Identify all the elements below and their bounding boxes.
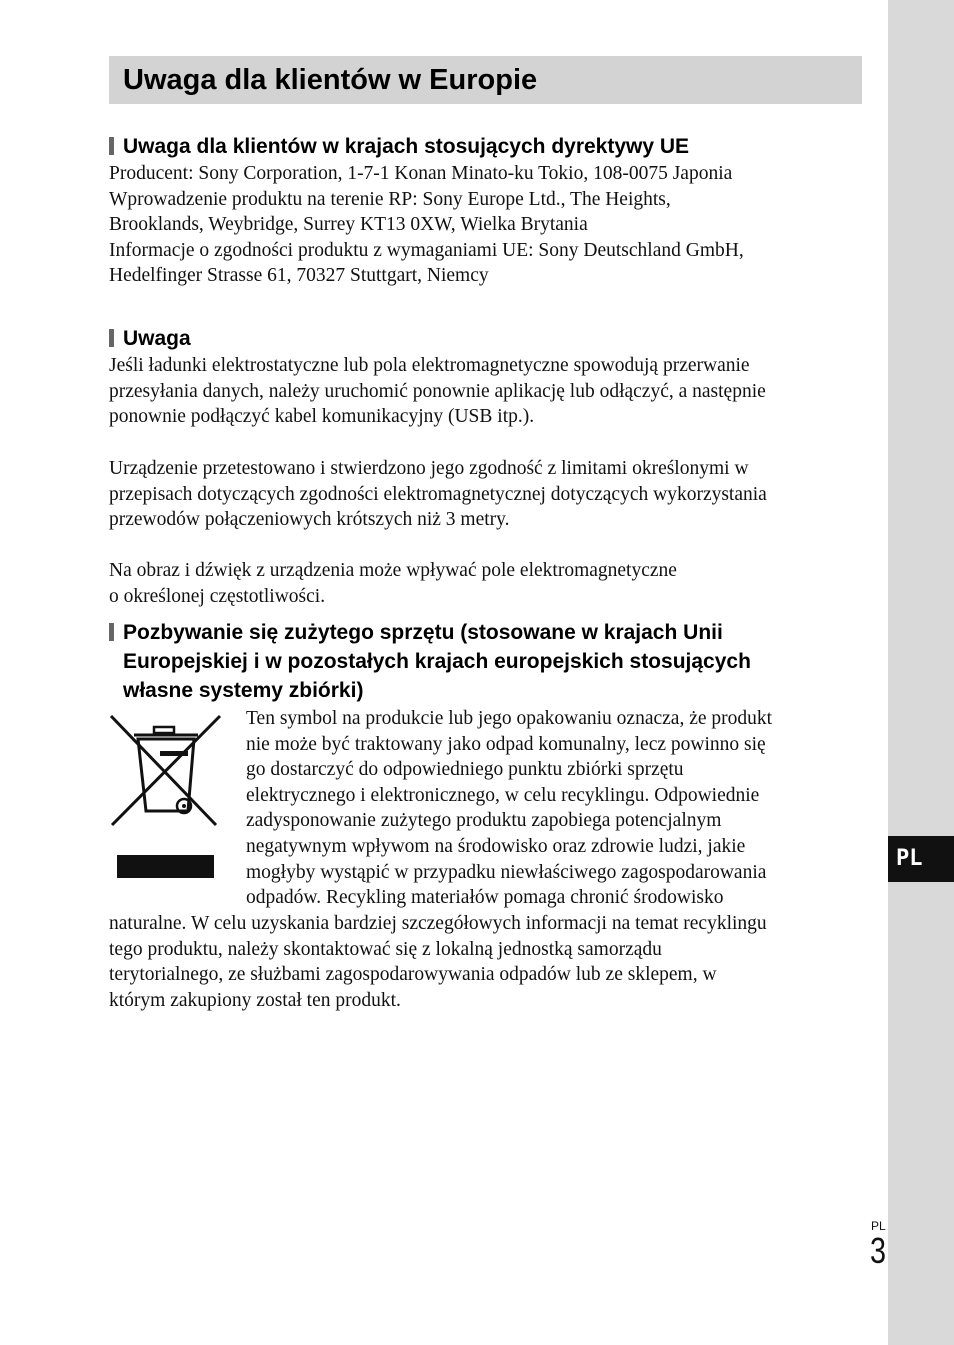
disposal-line: naturalne. W celu uzyskania bardziej szczegółowych informacji na temat recyklingu: [109, 913, 767, 934]
disposal-line: mogłyby wystąpić w przypadku niewłaściwego zagospodarowania: [246, 861, 767, 883]
page-title: Uwaga dla klientów w Europie: [123, 64, 538, 96]
uwaga-line: Urządzenie przetestowano i stwierdzono jego zgodność z limitami określonymi w: [109, 458, 749, 479]
uwaga-line: o określonej częstotliwości.: [109, 585, 326, 607]
uwaga-para-2: [109, 456, 879, 533]
heading-disposal: [109, 618, 869, 705]
eu-line: Producent: Sony Corporation, 1-7-1 Konan Minato-ku Tokio, 108-0075 Japonia: [109, 163, 733, 184]
uwaga-line: przepisach dotyczących zgodności elektromagnetycznej dotyczących wykorzystania: [109, 483, 767, 505]
uwaga-line: ponownie podłączyć kabel komunikacyjny (USB itp.).: [109, 406, 535, 428]
heading-disposal-line: własne systemy zbiórki): [123, 679, 364, 702]
uwaga-line: przewodów połączeniowych krótszych niż 3 metry.: [109, 509, 510, 531]
heading-eu: [109, 132, 849, 161]
heading-marker: [109, 623, 114, 641]
language-tab: PL: [888, 836, 954, 882]
disposal-line: negatywnym wpływom na środowisko oraz zdrowie ludzi, jakie: [246, 835, 746, 857]
heading-uwaga: [109, 324, 409, 353]
crossed-out-wheelie-bin-icon: [108, 713, 223, 883]
page-language-label: PL: [871, 1219, 886, 1233]
uwaga-line: Na obraz i dźwięk z urządzenia może wpływać pole elektromagnetyczne: [109, 560, 677, 581]
disposal-line: tego produktu, należy skontaktować się z lokalną jednostką samorządu: [109, 938, 662, 960]
disposal-line: nie może być traktowany jako odpad komunalny, lecz powinno się: [246, 733, 766, 755]
uwaga-para-3: [109, 558, 879, 609]
title-bar: [109, 56, 862, 104]
disposal-line: terytorialnego, ze służbami zagospodarowywania odpadów lub ze sklepem, w: [109, 964, 717, 986]
uwaga-line: przesyłania danych, należy uruchomić ponownie aplikację lub odłączyć, a następnie: [109, 380, 766, 402]
uwaga-para-1: [109, 353, 879, 430]
eu-line: Brooklands, Weybridge, Surrey KT13 0XW, Wielka Brytania: [109, 214, 588, 236]
heading-eu-text: Uwaga dla klientów w krajach stosujących dyrektywy UE: [123, 135, 690, 158]
eu-line: Wprowadzenie produktu na terenie RP: Sony Europe Ltd., The Heights,: [109, 188, 671, 210]
eu-line: Hedelfinger Strasse 61, 70327 Stuttgart, Niemcy: [109, 265, 489, 287]
disposal-line: go dostarczyć do odpowiedniego punktu zbiórki sprzętu: [246, 759, 684, 781]
eu-body: [109, 161, 869, 289]
heading-marker: [109, 137, 114, 155]
eu-line: Informacje o zgodności produktu z wymaganiami UE: Sony Deutschland GmbH,: [109, 239, 744, 261]
disposal-line: zadysponowanie zużytego produktu zapobiega potencjalnym: [246, 810, 722, 832]
disposal-line: Ten symbol na produkcie lub jego opakowaniu oznacza, że produkt: [246, 708, 773, 729]
uwaga-line: Jeśli ładunki elektrostatyczne lub pola elektromagnetyczne spowodują przerwanie: [109, 355, 750, 376]
disposal-line: elektrycznego i elektronicznego, w celu recyklingu. Odpowiednie: [246, 784, 760, 806]
heading-disposal-line: Europejskiej i w pozostałych krajach europejskich stosujących: [123, 650, 751, 673]
disposal-line: którym zakupiony został ten produkt.: [109, 989, 401, 1011]
heading-marker: [109, 329, 114, 347]
disposal-wrapped-text: [246, 706, 866, 911]
disposal-full-text: [109, 911, 879, 1013]
side-strip: [888, 0, 954, 1345]
disposal-line: odpadów. Recykling materiałów pomaga chronić środowisko: [246, 887, 724, 909]
heading-disposal-line: Pozbywanie się zużytego sprzętu (stosowane w krajach Unii: [123, 621, 723, 644]
page-number: 3: [870, 1230, 887, 1271]
heading-uwaga-text: Uwaga: [123, 327, 191, 350]
